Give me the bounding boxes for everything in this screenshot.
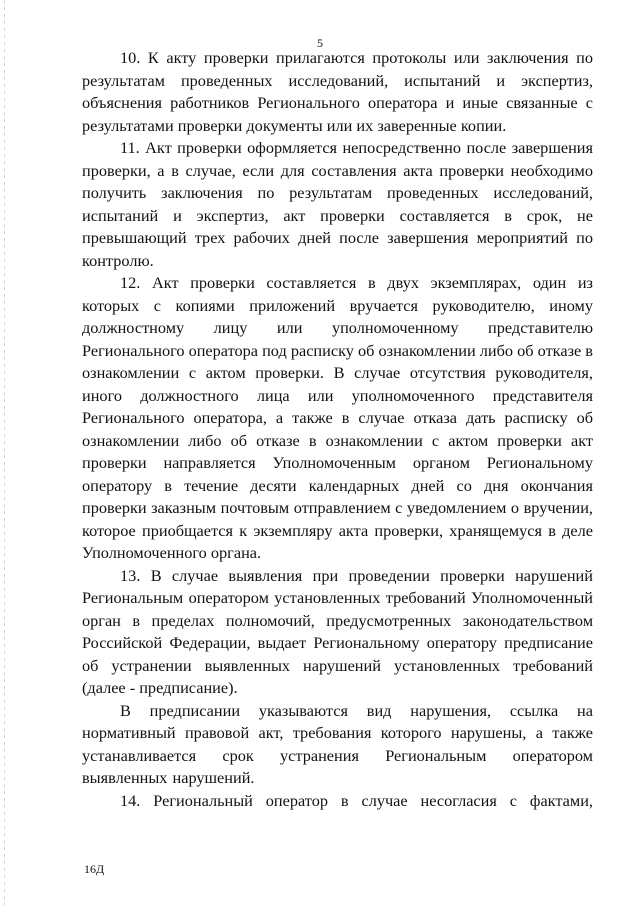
scan-edge bbox=[4, 0, 5, 905]
footer-code: 16Д bbox=[84, 862, 105, 876]
paragraph-14: 14. Региональный оператор в случае несогласия с фактами, bbox=[120, 790, 593, 810]
paragraph-11: 11. Акт проверки оформляется непосредственно после завершения проверки, а в случае, если для составления акта проверки необходимо получить заключения по результатам проведенных исследований, испытаний и экспертиз, акт проверки составляется в срок, не превышающий трех рабочих дней после завершения мероприятий по контролю. bbox=[82, 138, 593, 270]
paragraph-13: 13. В случае выявления при проведении проверки нарушений Региональным оператором установленных требований Уполномоченный орган в пределах полномочий, предусмотренных законодательством Российской Федерации, выдает Региональному оператору предписание об устранении выявленных нарушений установленных требований (далее - предписание). bbox=[82, 565, 593, 697]
paragraph-10: 10. К акту проверки прилагаются протоколы или заключения по результатам проведенных исследований, испытаний и экспертиз, объяснения работников Регионального оператора и иные связанные с результатами проверки документы или их заверенные копии. bbox=[82, 48, 593, 135]
document-body bbox=[82, 47, 593, 812]
paragraph-13-continuation: В предписании указываются вид нарушения, ссылка на нормативный правовой акт, требования которого нарушены, а также устанавливается срок устранения Региональным оператором выявленных нарушений. bbox=[82, 700, 593, 787]
paragraph-12: 12. Акт проверки составляется в двух экземплярах, один из которых с копиями приложений вручается руководителю, иному должностному лицу или уполномоченному представителю Регионального оператора под расписку об ознакомлении либо об отказе в ознакомлении с актом проверки. В случае отсутствия руководителя, иного должностного лица или уполномоченного представителя Регионального оператора, а также в случае отказа дать расписку об ознакомлении либо об отказе в ознакомлении с актом проверки акт проверки направляется Уполномоченным органом Региональному оператору в течение десяти календарных дней со дня окончания проверки заказным почтовым отправлением с уведомлением о вручении, которое приобщается к экземпляру акта проверки, хранящемуся в деле Уполномоченного органа. bbox=[82, 273, 593, 562]
page-number: 5 bbox=[317, 36, 323, 50]
